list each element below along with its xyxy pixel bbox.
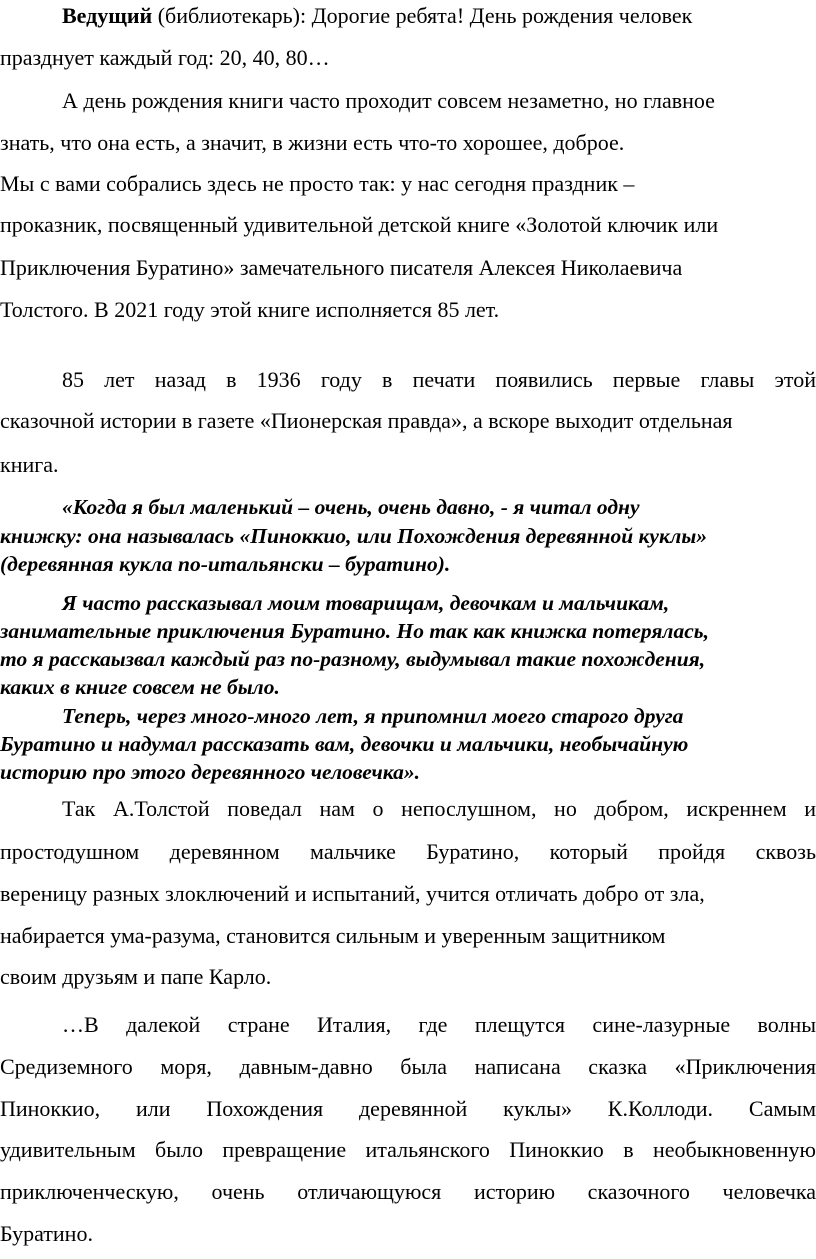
paragraph-5-line-1: …В далекой стране Италия, где плещутся сине-лазурные волны [62,1012,816,1037]
paragraph-3-line-2: сказочной истории в газете «Пионерская правда», а вскоре выходит отдельная [0,408,733,433]
quote-2-line-4: каких в книге совсем не было. [0,675,280,699]
paragraph-5-line-4: удивительным было превращение итальянского Пиноккио в необыкновенную [0,1137,816,1162]
paragraph-4-line-1: Так А.Толстой поведал нам о непослушном, но добром, искреннем и [62,796,816,821]
quote-3-line-2: Буратино и надумал рассказать вам, девочки и мальчики, необычайную [0,732,689,756]
paragraph-2-line-5: Приключения Буратино» замечательного писателя Алексея Николаевича [0,255,683,280]
paragraph-5-line-6: Буратино. [0,1221,93,1246]
paragraph-4-line-5: своим друзьям и папе Карло. [0,964,272,989]
paragraph-4-line-2: простодушном деревянном мальчике Буратино, который пройдя сквозь [0,839,816,864]
paragraph-1-text: (библиотекарь): Дорогие ребята! День рождения человек [152,3,693,28]
quote-1-line-3: (деревянная кукла по-итальянски – буратино). [0,552,451,576]
paragraph-3-line-1: 85 лет назад в 1936 году в печати появились первые главы этой [62,367,816,392]
paragraph-2-line-1: А день рождения книги часто проходит совсем незаметно, но главное [62,88,715,113]
paragraph-2-line-2: знать, что она есть, а значит, в жизни есть что-то хорошее, доброе. [0,130,625,155]
quote-3-line-3: историю про этого деревянного человечка». [0,760,420,784]
paragraph-4-line-3: вереницу разных злоключений и испытаний, учится отличать добро от зла, [0,881,705,906]
paragraph-1-line-1 [62,2,816,30]
paragraph-5-line-3: Пиноккио, или Похождения деревянной куклы» К.Коллоди. Самым [0,1096,816,1121]
quote-2-line-1: Я часто рассказывал моим товарищам, девочкам и мальчикам, [62,591,670,615]
paragraph-1-line-2: празднует каждый год: 20, 40, 80… [0,45,330,70]
paragraph-2-line-4: проказник, посвященный удивительной детской книге «Золотой ключик или [0,212,719,237]
paragraph-5-line-5: приключенческую, очень отличающуюся историю сказочного человечка [0,1179,816,1204]
quote-2-line-2: занимательные приключения Буратино. Но так как книжка потерялась, [0,619,709,643]
paragraph-2-line-3: Мы с вами собрались здесь не просто так: у нас сегодня праздник – [0,171,635,196]
quote-1-line-1: «Когда я был маленький – очень, очень давно, - я читал одну [62,495,640,519]
paragraph-2-line-6: Толстого. В 2021 году этой книге исполняется 85 лет. [0,297,500,322]
paragraph-3-line-3: книга. [0,452,59,477]
speaker-label: Ведущий [62,3,153,28]
paragraph-4-line-4: набирается ума-разума, становится сильным и уверенным защитником [0,923,666,948]
quote-1-line-2: книжку: она называлась «Пиноккио, или Похождения деревянной куклы» [0,524,708,548]
quote-2-line-3: то я расскаызвал каждый раз по-разному, выдумывал такие похождения, [0,647,706,671]
quote-3-line-1: Теперь, через много-много лет, я припомнил моего старого друга [62,704,684,728]
paragraph-5-line-2: Средиземного моря, давным-давно была написана сказка «Приключения [0,1054,816,1079]
